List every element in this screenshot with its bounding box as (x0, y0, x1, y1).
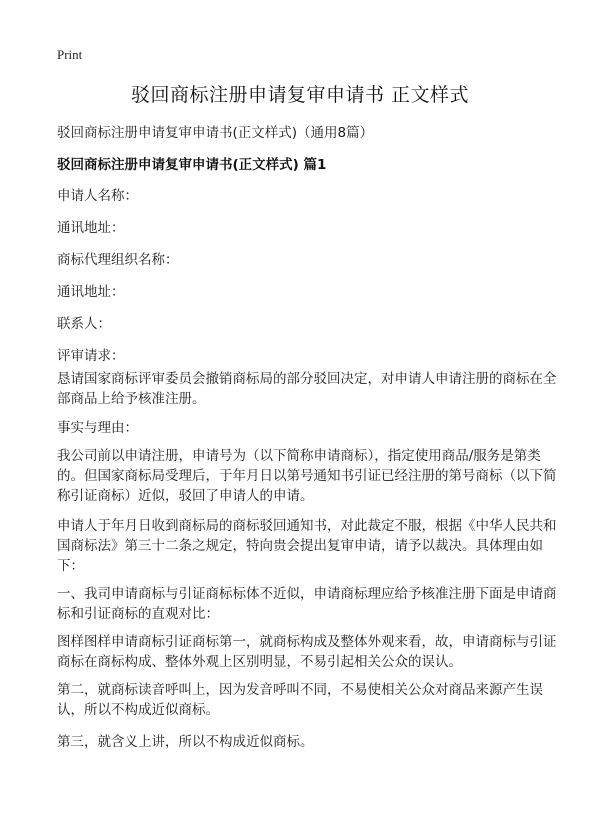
paragraph-facts: 我公司前以申请注册，申请号为（以下简称申请商标），指定使用商品/服务是第类的。但国家商标局受理后，于年月日以第号通知书引证已经注册的第号商标（以下简称引证商标）近似，驳回了申请人的申请。 (57, 448, 557, 504)
field-applicant-name: 申请人名称： (57, 188, 138, 204)
field-review-request: 评审请求： (57, 348, 125, 364)
paragraph-point-three: 第三，就含义上讲，所以不构成近似商标。 (57, 734, 314, 750)
document-title: 驳回商标注册申请复审申请书 正文样式 (130, 84, 470, 106)
field-address: 通讯地址： (57, 220, 125, 236)
field-agency-address: 通讯地址： (57, 284, 125, 300)
paragraph-point-one: 一、我司申请商标与引证商标标体不近似，申请商标理应给予核准注册下面是申请商标和引证商标的直观对比： (57, 586, 557, 622)
paragraph-receipt: 申请人于年月日收到商标局的商标驳回通知书，对此裁定不服，根据《中华人民共和国商标法》第三十二条之规定，特向贵会提出复审申请，请予以裁决。具体理由如下： (57, 518, 557, 574)
paragraph-point-two: 第二，就商标读音呼叫上，因为发音呼叫不同，不易使相关公众对商品来源产生误认，所以不构成近似商标。 (57, 682, 543, 718)
paragraph-facts-heading: 事实与理由： (57, 420, 138, 436)
paragraph-request: 恳请国家商标评审委员会撤销商标局的部分驳回决定，对申请人申请注册的商标在全部商品上给予核准注册。 (57, 371, 557, 407)
print-label[interactable]: Print (57, 47, 83, 62)
field-contact: 联系人： (57, 316, 111, 332)
paragraph-comparison: 图样图样申请商标引证商标第一，就商标构成及整体外观来看，故，申请商标与引证商标在商标构成、整体外观上区别明显，不易引起相关公众的误认。 (57, 634, 557, 670)
field-agency-name: 商标代理组织名称： (57, 252, 179, 268)
section-heading: 驳回商标注册申请复审申请书(正文样式) 篇1 (57, 157, 327, 173)
document-subtitle: 驳回商标注册申请复审申请书(正文样式)（通用8篇） (57, 125, 374, 141)
